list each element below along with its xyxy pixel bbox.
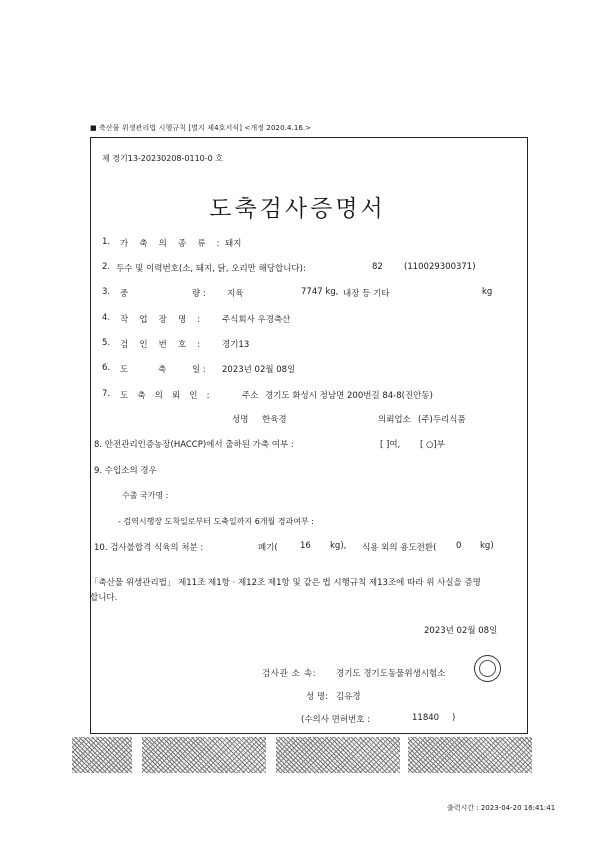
item-1-value: 돼지 <box>225 239 242 249</box>
item-6-label-a: 도 <box>120 365 129 375</box>
item-8-yes-box: [ ]여, <box>380 440 401 450</box>
security-pattern-1 <box>72 737 132 773</box>
inspector-affiliation-label: 검사관 소 속: <box>262 669 317 679</box>
item-7-number: 7. <box>102 389 111 399</box>
item-10-other-unit: kg) <box>480 541 494 551</box>
item-10-other-value: 0 <box>456 541 462 551</box>
item-4-label: 작 업 장 명 : <box>120 315 205 325</box>
item-6-value: 2023년 02월 08일 <box>222 365 296 375</box>
inspector-license-close: ) <box>452 713 456 723</box>
item-4-value: 주식회사 우경축산 <box>222 315 291 325</box>
item-7-office-label: 의뢰업소 <box>378 415 411 425</box>
item-6-label-c: 일 : <box>192 365 206 375</box>
item-10-label: 10. 검사불합격 식육의 처분 : <box>94 543 204 553</box>
item-10-disposal-value: 16 <box>300 541 311 551</box>
item-2-number: 2. <box>102 262 111 272</box>
inspector-name-label: 성 명: <box>306 692 328 702</box>
item-3-part: 지육 <box>227 289 244 299</box>
item-1-label: 가 축 의 종 류 : <box>120 239 224 249</box>
item-7-name-value: 한육경 <box>262 415 287 425</box>
item-3-label-a: 중 <box>120 289 129 299</box>
item-3-number: 3. <box>102 287 111 297</box>
item-10-disposal-unit: kg), <box>330 541 347 551</box>
item-9-label: 9. 수입소의 경우 <box>94 466 157 476</box>
item-7-address-label: 주소 <box>242 391 259 401</box>
item-9-quarantine-label: - 검역시행장 도착일로부터 도축일까지 6개월 경과여부 : <box>118 517 314 526</box>
security-pattern-2 <box>142 737 266 773</box>
item-6-number: 6. <box>102 363 111 373</box>
item-10-other-label: 식용 외의 용도전환( <box>362 543 437 553</box>
item-8-no-box: [ ○]부 <box>420 440 445 450</box>
certification-statement <box>90 576 481 606</box>
certificate-frame <box>90 137 528 734</box>
item-3-other: 내장 등 기타 <box>343 289 390 299</box>
item-5-value: 경기13 <box>222 340 250 350</box>
issue-date: 2023년 02월 08일 <box>424 626 498 636</box>
certificate-number: 제 경기13-20230208-0110-0 호 <box>102 154 224 163</box>
item-5-label: 검 인 번 호 : <box>120 340 205 350</box>
item-8-label: 8. 안전관리인증농장(HACCP)에서 출하된 가축 여부 : <box>94 440 294 450</box>
security-pattern-3 <box>276 737 400 773</box>
item-6-label-b: 축 <box>158 365 167 375</box>
item-7-label: 도 축 의 뢰 인 : <box>120 391 213 401</box>
item-4-number: 4. <box>102 313 111 323</box>
item-2-label: 두수 및 이력번호(소, 돼지, 닭, 오리만 해당합니다): <box>116 264 306 274</box>
item-5-number: 5. <box>102 338 111 348</box>
item-2-count: 82 <box>372 262 383 272</box>
item-7-office-value: (주)두리식품 <box>418 415 466 425</box>
statement-line-1: 「축산물 위생관리법」 제11조 제1항 · 제12조 제1항 및 같은 법 시행규칙 제13조에 따라 위 사실을 증명 <box>90 578 481 588</box>
item-9-origin-label: 수출 국가명 : <box>122 491 169 500</box>
inspector-name-value: 김유경 <box>336 692 361 702</box>
item-1-number: 1. <box>102 237 111 247</box>
item-3-weight: 7747 kg, <box>301 287 339 297</box>
official-seal-icon <box>474 655 501 682</box>
item-7-name-label: 성명 <box>232 415 249 425</box>
statement-line-2: 합니다. <box>90 593 118 603</box>
security-pattern-4 <box>408 737 532 773</box>
item-7-address-value: 경기도 화성시 정남면 200번길 84-8(진안동) <box>265 391 433 401</box>
item-10-disposal-label: 폐기( <box>258 543 278 553</box>
inspector-affiliation-value: 경기도 경기도동물위생시험소 <box>336 669 446 679</box>
form-reference: ■ 축산물 위생관리법 시행규칙 [별지 제4호서식] <개정 2020.4.16.> <box>90 124 312 132</box>
inspector-license-value: 11840 <box>412 713 440 723</box>
inspector-license-label: (수의사 면허번호 : <box>301 715 371 725</box>
print-timestamp: 출력시간 : 2023-04-20 16:41:41 <box>447 804 556 812</box>
item-3-unit: kg <box>482 287 493 297</box>
item-3-label-b: 량 : <box>192 289 206 299</box>
document-title: 도축검사증명서 <box>209 196 386 222</box>
item-2-trace-number: (110029300371) <box>404 262 476 272</box>
